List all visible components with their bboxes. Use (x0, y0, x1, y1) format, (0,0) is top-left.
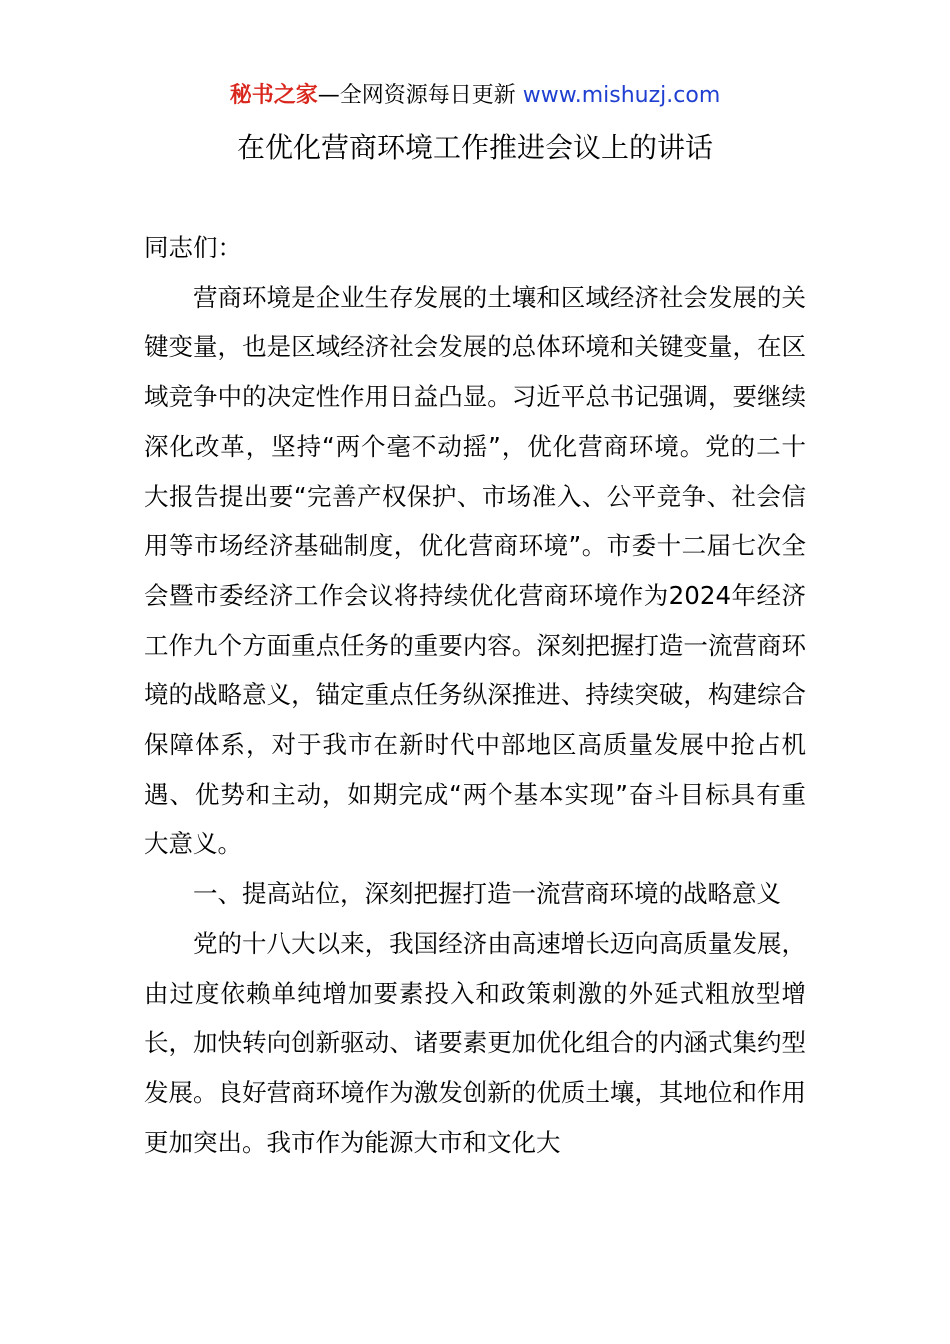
document-body (144, 223, 806, 1167)
salutation: 同志们： (144, 233, 242, 262)
site-url: www.mishuzj.com (522, 83, 721, 108)
paragraph-intro: 营商环境是企业生存发展的土壤和区域经济社会发展的关键变量，也是区域经济社会发展的总体环境和关键变量，在区域竞争中的决定性作用日益凸显。习近平总书记强调，要继续深化改革，坚持“两个毫不动摇”，优化营商环境。党的二十大报告提出要“完善产权保护、市场准入、公平竞争、社会信用等市场经济基础制度，优化营商环境”。市委十二届七次全会暨市委经济工作会议将持续优化营商环境作为2024年经济工作九个方面重点任务的重要内容。深刻把握打造一流营商环境的战略意义，锚定重点任务纵深推进、持续突破，构建综合保障体系，对于我市在新时代中部地区高质量发展中抢占机遇、优势和主动，如期完成“两个基本实现”奋斗目标具有重大意义。 (144, 282, 806, 859)
paragraph-section-1: 党的十八大以来，我国经济由高速增长迈向高质量发展，由过度依赖单纯增加要素投入和政策刺激的外延式粗放型增长，加快转向创新驱动、诸要素更加优化组合的内涵式集约型发展。良好营商环境作为激发创新的优质土壤，其地位和作用更加突出。我市作为能源大市和文化大 (144, 928, 806, 1157)
brand-tagline: —全网资源每日更新 (317, 83, 516, 108)
brand-name: 秘书之家 (229, 83, 318, 108)
section-heading-1: 一、提高站位，深刻把握打造一流营商环境的战略意义 (193, 879, 781, 909)
document-title: 在优化营商环境工作推进会议上的讲话 (236, 131, 713, 164)
watermark-header (0, 80, 950, 112)
